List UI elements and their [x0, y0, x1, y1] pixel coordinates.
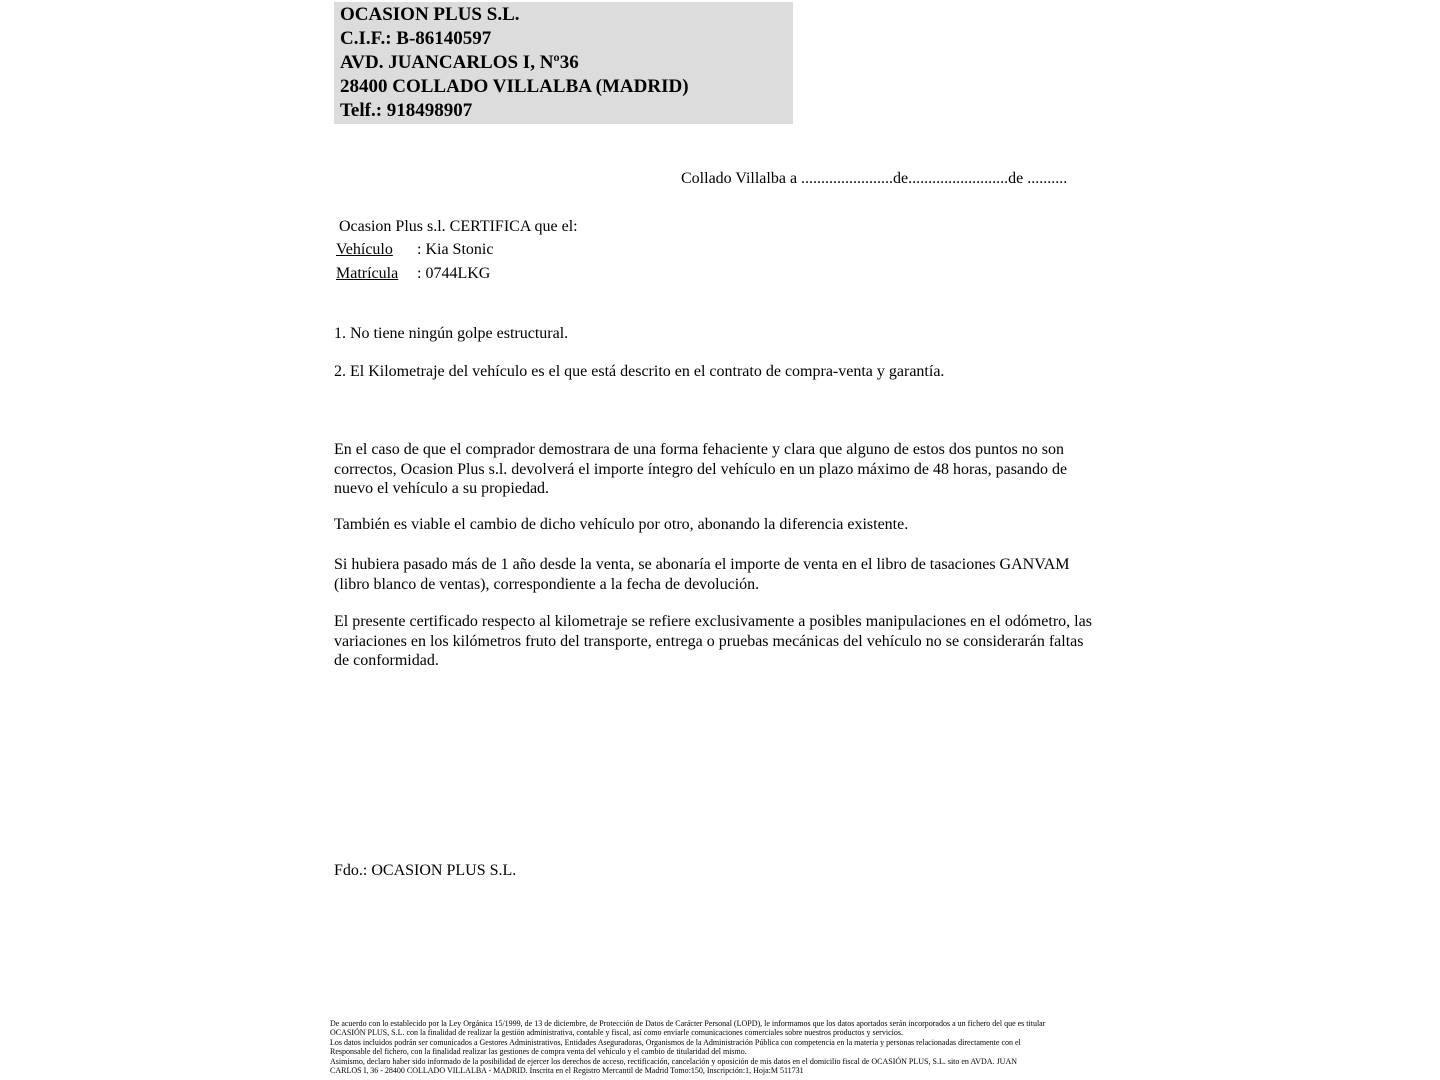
legal-line-1: De acuerdo con lo establecido por la Ley Orgánica 15/1999, de 13 de diciembre, de Protección de Datos de Carácter Personal (LOPD), le informamos que los datos aportados serán incorporados a un fichero del que es titular: [330, 1019, 1046, 1028]
certification-block: [336, 215, 578, 285]
date-line: Collado Villalba a .......................de.........................de ..........: [681, 170, 1068, 187]
plate-label: Matrícula: [336, 264, 399, 282]
legal-line-3: Los datos incluidos podrán ser comunicados a Gestores Administrativos, Entidades Aseguradoras, Organismos de la Administración Pública con competencia en la materia y personas relacionadas directamente con el: [330, 1037, 1021, 1047]
signature-line: Fdo.: OCASION PLUS S.L.: [334, 862, 517, 879]
paragraph-ganvam: Si hubiera pasado más de 1 año desde la venta, se abonaría el importe de venta en el libro de tasaciones GANVAM (libro blanco de ventas), correspondiente a la fecha de devolución.: [334, 556, 1070, 593]
vehicle-value: : Kia Stonic: [417, 241, 494, 259]
paragraph-odometer: El presente certificado respecto al kilometraje se refiere exclusivamente a posibles manipulaciones en el odómetro, las variaciones en los kilómetros fruto del transporte, entrega o pruebas mecánicas del vehículo no se considerarán faltas de conformidad.: [334, 613, 1092, 669]
company-cif: C.I.F.: B-86140597: [340, 28, 492, 49]
company-name: OCASION PLUS S.L.: [340, 4, 520, 25]
company-address: AVD. JUANCARLOS I, Nº36: [340, 52, 579, 73]
plate-value: : 0744LKG: [417, 264, 491, 282]
vehicle-row: [336, 238, 578, 261]
legal-line-5: Asimismo, declaro haber sido informado de la posibilidad de ejercer los derechos de acceso, rectificación, cancelación y oposición de mis datos en el domicilio fiscal de OCASIÓN PLUS, S.L. sito en AVDA. JUAN: [330, 1056, 1018, 1066]
legal-line-2: OCASIÓN PLUS, S.L. con la finalidad de realizar la gestión administrativa, contable y fiscal, así como enviarle comunicaciones comerciales sobre nuestros productos y servicios.: [330, 1028, 903, 1038]
certification-intro: Ocasion Plus s.l. CERTIFICA que el:: [339, 218, 578, 235]
company-header-box: [334, 2, 793, 124]
legal-notice: [330, 1019, 1120, 1075]
paragraph-exchange: También es viable el cambio de dicho vehículo por otro, abonando la diferencia existente.: [334, 516, 909, 533]
legal-line-4: Responsable del fichero, con la finalidad realizar las gestiones de compra venta del vehículo y el cambio de titularidad del mismo.: [330, 1047, 747, 1057]
paragraph-refund: En el caso de que el comprador demostrara de una forma fehaciente y clara que alguno de estos dos puntos no son correctos, Ocasion Plus s.l. devolverá el importe íntegro del vehículo en un plazo máximo de 48 horas, pasando de nuevo el vehículo a su propiedad.: [334, 441, 1068, 497]
condition-point-1: 1. No tiene ningún golpe estructural.: [334, 325, 569, 342]
vehicle-label: Vehículo: [336, 241, 393, 259]
plate-row: [336, 262, 578, 285]
company-phone: Telf.: 918498907: [340, 100, 473, 121]
condition-point-2: 2. El Kilometraje del vehículo es el que está descrito en el contrato de compra-venta y garantía.: [334, 363, 945, 380]
company-city: 28400 COLLADO VILLALBA (MADRID): [340, 76, 689, 97]
legal-line-6: CARLOS I, 36 - 28400 COLLADO VILLALBA - MADRID. Inscrita en el Registro Mercantil de Madrid Tomo:150, Inscripción:1, Hoja:M 511731: [330, 1066, 804, 1076]
